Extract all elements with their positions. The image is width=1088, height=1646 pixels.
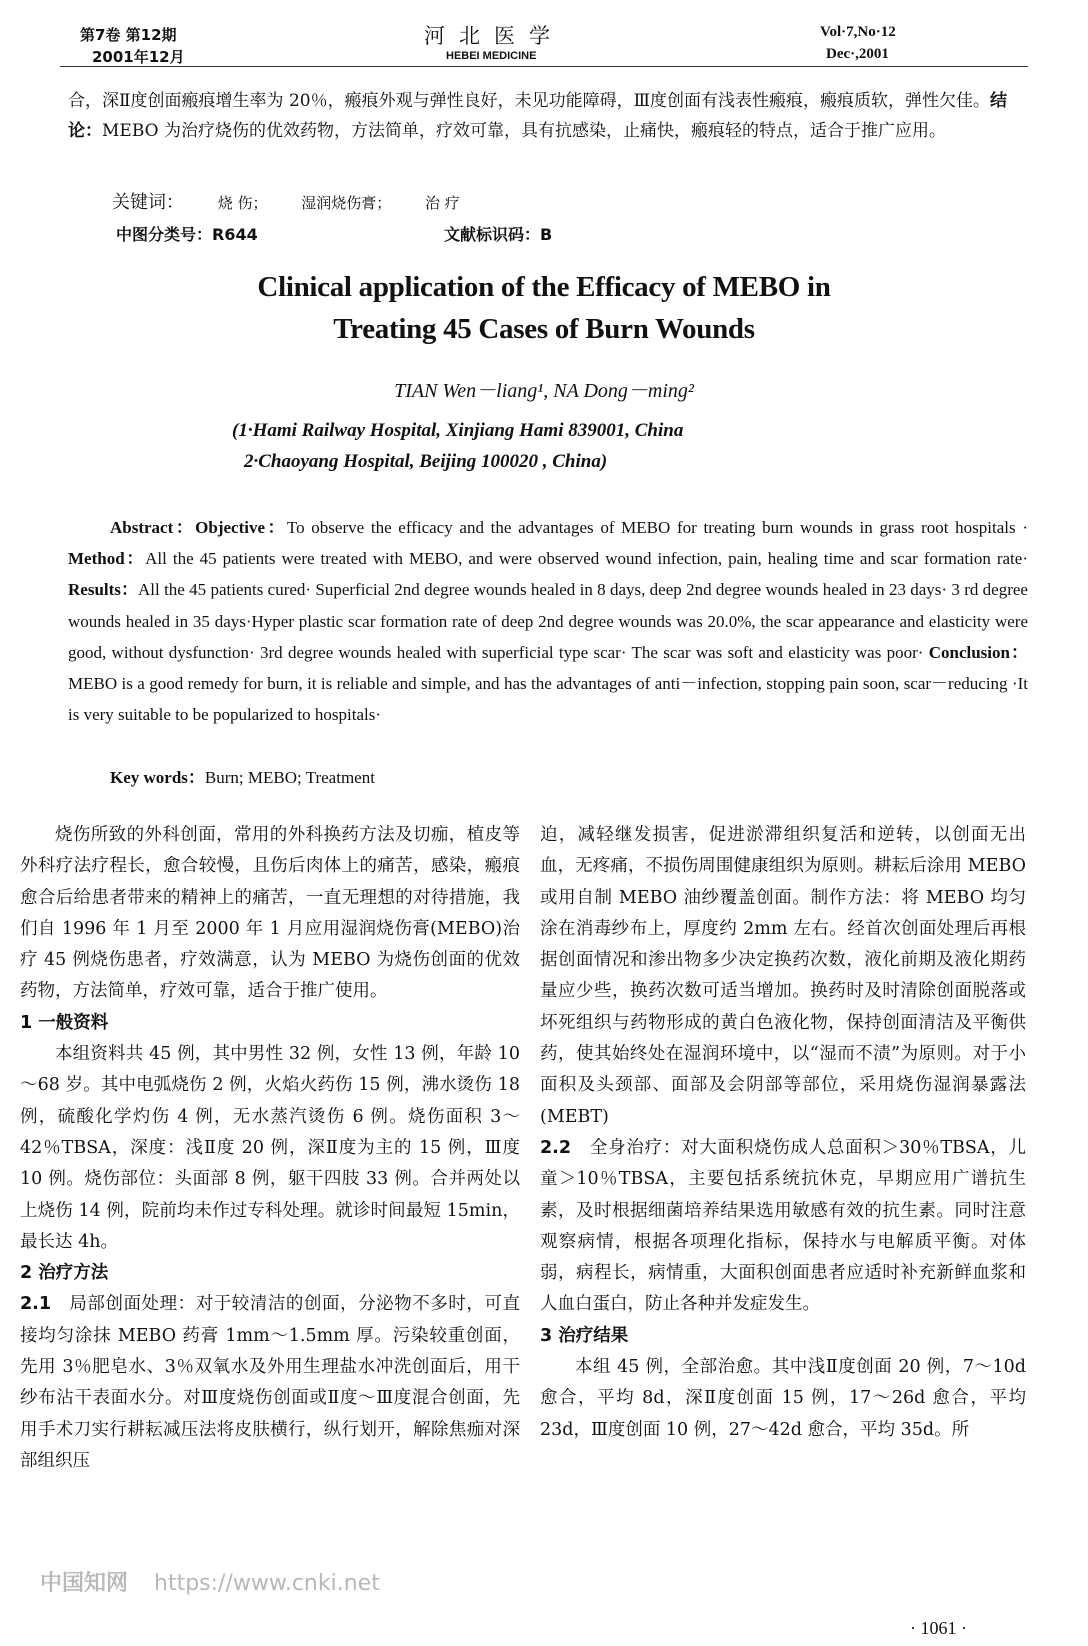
abstract-results: All the 45 patients cured· Superficial 2nd degree wounds healed in 8 days, deep 2nd degree wounds healed in 23 days· 3 rd degree wounds healed in 35 days·Hyper plastic scar formation rate of deep 2nd degree wounds was 20.0%, the scar appearance and elasticity were good, without dysfunction· 3rd degree wounds healed with superficial type scar· The scar was soft and elasticity was poor· [68, 580, 1028, 662]
affiliation-2: 2·Chaoyang Hospital, Beijing 100020 , China) [244, 451, 608, 472]
abstract-conclusion: MEBO is a good remedy for burn, it is reliable and simple, and has the advantages of anti－infection, stopping pain soon, scar－reducing ·It is very suitable to be popularized to hospitals· [68, 674, 1028, 725]
abstract-results-label: Results： [68, 580, 139, 600]
cnki-watermark-cn: 中国知网 [40, 1571, 129, 1596]
header-date-en: Dec·,2001 [826, 46, 889, 62]
cn-keywords-label: 关键词： [112, 192, 184, 213]
body-right-column [540, 820, 1026, 1446]
cn-conclusion-label: 结论： [68, 91, 1007, 141]
section-2-heading: 2 治疗方法 [20, 1263, 109, 1284]
intro-paragraph: 烧伤所致的外科创面，常用的外科换药方法及切痂，植皮等外科疗法疗程长，愈合较慢，且伤后肉体上的痛苦，感染，瘢痕愈合后给患者带来的精神上的痛苦，一直无理想的对待措施，我们自 1996 年 1 月至 2000 年 1 月应用湿润烧伤膏(MEBO)治疗 45 例烧伤患者，疗效满意，认为 MEBO 为烧伤创面的优效药物，方法简单，疗效可靠，适合于推广使用。 [20, 825, 520, 1002]
cn-keyword-3: 治 疗 [425, 194, 460, 212]
cn-abstract [68, 86, 1028, 146]
abstract-method-label: Method： [68, 549, 146, 569]
section-3-text: 本组 45 例，全部治愈。其中浅Ⅱ度创面 20 例，7～10d 愈合，平均 8d，深Ⅱ度创面 15 例，17～26d 愈合，平均 23d，Ⅲ度创面 10 例，27～42d 愈合，平均 35d。所 [540, 1357, 1026, 1440]
english-keywords [110, 763, 375, 788]
section-3-heading: 3 治疗结果 [540, 1325, 629, 1346]
english-title-line1: Clinical application of the Efficacy of MEBO in [257, 271, 831, 303]
cnki-watermark [40, 1566, 380, 1597]
english-title-line2: Treating 45 Cases of Burn Wounds [333, 313, 755, 345]
section-1-text: 本组资料共 45 例，其中男性 32 例，女性 13 例，年龄 10～68 岁。其中电弧烧伤 2 例，火焰火药伤 15 例，沸水烫伤 18 例，硫酸化学灼伤 4 例，无水蒸汽烫伤 6 例。烧伤面积 3～42％TBSA，深度：浅Ⅱ度 20 例，深Ⅱ度为主的 15 例，Ⅲ度 10 例。烧伤部位：头面部 8 例，躯干四肢 33 例。合并两处以上烧伤 14 例，院前均未作过专科处理。就诊时间最短 15min，最长达 4h。 [20, 1044, 520, 1252]
journal-title-en: HEBEI MEDICINE [446, 50, 537, 62]
subsection-2-2-label: 2.2 [540, 1137, 572, 1158]
subsection-2-1-text: 局部创面处理：对于较清洁的创面，分泌物不多时，可直接均匀涂抹 MEBO 药膏 1mm～1.5mm 厚。污染较重创面，先用 3％肥皂水、3％双氧水及外用生理盐水冲洗创面后，用干纱布沾干表面水分。对Ⅲ度烧伤创面或Ⅱ度～Ⅲ度混合创面，先用手术刀实行耕耘减压法将皮肤横行，纵行划开，解除焦痂对深部组织压 [20, 1294, 520, 1471]
subsection-2-2-text: 全身治疗：对大面积烧伤成人总面积＞30％TBSA，儿童＞10％TBSA，主要包括系统抗休克，早期应用广谱抗生素，及时根据细菌培养结果选用敏感有效的抗生素。同时注意观察病情，根据各项理化指标，保持水与电解质平衡。对体弱，病程长，病情重，大面积创面患者应适时补充新鲜血浆和人血白蛋白，防止各种并发症发生。 [540, 1137, 1026, 1315]
continued-paragraph: 迫，减轻继发损害，促进淤滞组织复活和逆转，以创面无出血，无疼痛，不损伤周围健康组织为原则。耕耘后涂用 MEBO 或用自制 MEBO 油纱覆盖创面。制作方法：将 MEBO 均匀涂在消毒纱布上，厚度约 2mm 左右。经首次创面处理后再根据创面情况和渗出物多少决定换药次数，液化前期及液化期药量应少些，换药次数可适当增加。换药时及时清除创面脱落或坏死组织与药物形成的黄白色液化物，保持创面清洁及平衡供药，使其始终处在湿润环境中，以“湿而不渍”为原则。对于小面积及头颈部、面部及会阴部等部位，采用烧伤湿润暴露法(MEBT) [540, 825, 1026, 1127]
header-volume-issue: 第7卷 第12期 [80, 26, 177, 44]
clc-number: 中图分类号：R644 [116, 225, 258, 244]
english-abstract [68, 512, 1028, 730]
document-code: 文献标识码：B [444, 225, 553, 244]
subsection-2-1-label: 2.1 [20, 1294, 52, 1315]
header-rule [60, 66, 1028, 67]
section-1-heading: 1 一般资料 [20, 1012, 109, 1033]
authors: TIAN Wen－liang¹, NA Dong－ming² [394, 380, 694, 402]
cn-keywords [112, 188, 460, 214]
english-keywords-label: Key words： [110, 768, 205, 787]
subsection-2-2 [540, 1133, 1026, 1321]
english-keywords-value: Burn; MEBO; Treatment [204, 768, 375, 787]
header-date-cn: 2001年12月 [92, 48, 185, 66]
page-number: · 1061 · [910, 1618, 967, 1638]
journal-title-cn: 河北医学 [424, 24, 564, 48]
abstract-objective-label: Abstract：Objective： [110, 518, 287, 537]
body-left-column [20, 820, 520, 1477]
cn-abstract-part2: MEBO 为治疗烧伤的优效药物，方法简单，疗效可靠，具有抗感染，止痛快，瘢痕轻的特点，适合于推广应用。 [102, 121, 946, 141]
subsection-2-1 [20, 1289, 520, 1477]
affiliation-1: (1·Hami Railway Hospital, Xinjiang Hami 839001, China [232, 420, 684, 441]
header-vol-en: Vol·7,No·12 [820, 24, 896, 40]
cn-keyword-2: 湿润烧伤膏； [301, 194, 392, 212]
abstract-method: All the 45 patients were treated with MEBO, and were observed wound infection, pain, healing time and scar formation rate· [145, 549, 1028, 569]
cn-abstract-part1: 合，深Ⅱ度创面瘢痕增生率为 20％，瘢痕外观与弹性良好，未见功能障碍，Ⅲ度创面有浅表性瘢痕，瘢痕质软，弹性欠佳。 [68, 91, 990, 111]
cn-keyword-1: 烧 伤； [217, 194, 268, 212]
abstract-conclusion-label: Conclusion： [928, 642, 1029, 662]
cnki-watermark-url[interactable]: https://www.cnki.net [154, 1571, 380, 1596]
abstract-objective: To observe the efficacy and the advantages of MEBO for treating burn wounds in grass root hospitals · [286, 518, 1028, 537]
